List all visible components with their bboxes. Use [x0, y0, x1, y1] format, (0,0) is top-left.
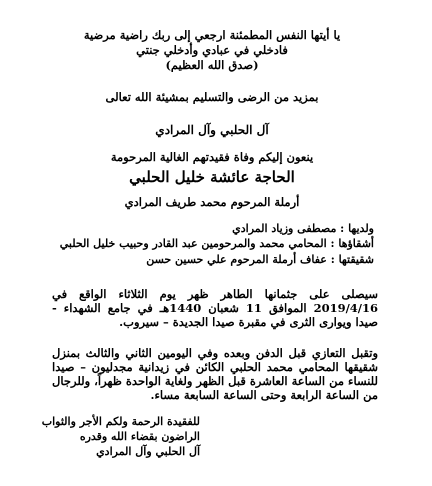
quran-verse-line-1: يا أيتها النفس المطمئنة ارجعي إلى ربك راضية مرضية — [83, 28, 341, 42]
closing-line-1: للفقيدة الرحمة ولكم الأجر والثواب — [41, 415, 200, 428]
relatives-sister: شقيقتها : عفاف أرملة المرحوم علي حسين حسن — [146, 253, 374, 266]
condolences-paragraph: وتقبل التعازي قبل الدفن وبعده وفي اليومين الثاني والثالث بمنزل شقيقها المحامي محمد الحلبي الكائن في زيدانية مجدليون – صيدا للنساء من الساعة العاشرة قبل الظهر ولغاية الواحدة ظهراً، وللرجال من الساعة الرابعة وحتى الساعة السابعة مساء. — [52, 346, 378, 402]
quran-verse-line-2: فادخلي في عبادي وأدخلي جنتي — [136, 43, 288, 57]
widow-of-line: أرملة المرحوم محمد طريف المرادي — [124, 195, 300, 209]
deceased-name: الحاجة عائشة خليل الحلبي — [129, 168, 295, 186]
quran-verse-citation: (صدق الله العظيم) — [165, 58, 259, 72]
families-line: آل الحلبي وآل المرادي — [155, 123, 269, 137]
closing-line-2: الراضون بقضاء الله وقدره — [79, 430, 200, 443]
faith-line: بمزيد من الرضى والتسليم بمشيئة الله تعالى — [105, 90, 319, 104]
closing-line-3: آل الحلبي وآل المرادي — [96, 445, 200, 458]
relatives-brothers: أشقاؤها : المحامي محمد والمرحومين عبد القادر وحبيب خليل الحلبي — [59, 237, 374, 250]
relatives-sons: ولديها : مصطفى وزياد المرادي — [232, 222, 374, 235]
announcement-line: ينعون إليكم وفاة فقيدتهم الغالية المرحومة — [110, 150, 314, 164]
funeral-paragraph: سيصلى على جثمانها الطاهر ظهر يوم الثلاثاء الواقع في 2019/4/16 الموافق 11 شعبان 1440هـ في جامع الشهداء - صيدا ويوارى الثرى في مقبرة صيدا الجديدة – سيروب. — [52, 287, 378, 329]
